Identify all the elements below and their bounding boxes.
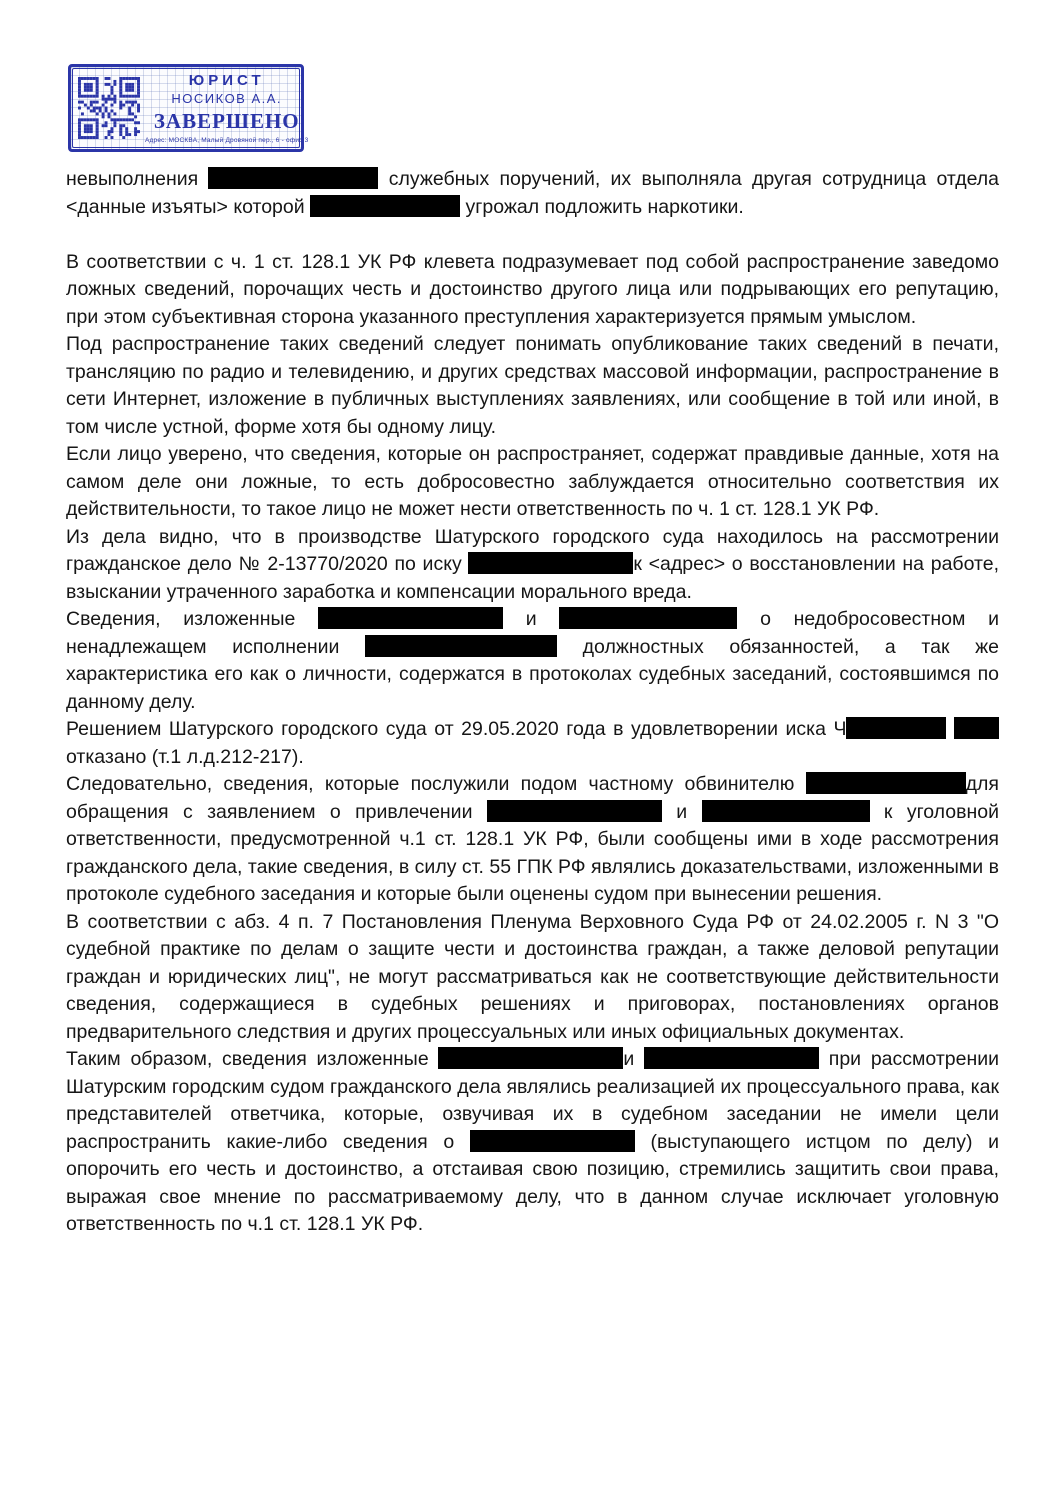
lawyer-stamp bbox=[68, 64, 309, 152]
stamp-title: ЮРИСТ bbox=[188, 72, 265, 89]
redaction-bar bbox=[559, 607, 737, 629]
redaction-bar bbox=[438, 1047, 623, 1069]
paragraph: Сведения, изложенные и о недобросовестном и ненадлежащем исполнении должностных обязанностей, а так же характеристика его как о личности, содержатся в протоколах судебных заседаний, состоявшимся по данному делу. bbox=[66, 608, 999, 713]
redaction-bar bbox=[846, 717, 946, 739]
paragraph: Решением Шатурского городского суда от 29.05.2020 года в удовлетворении иска Ч отказано (т.1 л.д.212-217). bbox=[66, 716, 999, 771]
paragraph: В соответствии с абз. 4 п. 7 Постановления Пленума Верховного Суда РФ от 24.02.2005 г. N 3 "О судебной практике по делам о защите чести и достоинства граждан, а также деловой репутации граждан и юридических лиц", не могут рассматриваться как не соответствующие действительности сведения, содержащиеся в судебных решениях и приговорах, постановлениях органов предварительного следствия и других процессуальных или иных официальных документах. bbox=[66, 910, 999, 1043]
paragraph: Под распространение таких сведений следует понимать опубликование таких сведений в печати, трансляцию по радио и телевидению, и других средствах массовой информации, распространение в сети Интернет, изложение в публичных выступлениях заявлениях, или сообщение в той или иной, в том числе устной, форме хотя бы одному лицу. bbox=[66, 333, 999, 438]
stamp-address: Адрес: МОСКВА, Малый Дровяной пер., 6 - офис 3 bbox=[145, 137, 309, 144]
redaction-bar bbox=[470, 1130, 635, 1152]
stamp-inner-frame bbox=[72, 68, 309, 148]
paragraph: Следовательно, сведения, которые послужили подом частному обвинителю для обращения с заявлением о привлечении и к уголовной ответственности, предусмотренной ч.1 ст. 128.1 УК РФ, были сообщены ими в ходе рассмотрения гражданского дела, такие сведения, в силу ст. 55 ГПК РФ являлись доказательствами, изложенными в протоколе судебного заседания и которые были оценены судом при вынесении решения. bbox=[66, 773, 999, 905]
stamp-name: НОСИКОВ А.А. bbox=[171, 91, 283, 106]
paragraph: В соответствии с ч. 1 ст. 128.1 УК РФ клевета подразумевает под собой распространение заведомо ложных сведений, порочащих честь и достоинство другого лица или подрывающих его репутацию, при этом субъективная сторона указанного преступления характеризуется прямым умыслом. bbox=[66, 250, 999, 328]
redaction-bar bbox=[702, 800, 870, 822]
redaction-bar bbox=[208, 167, 378, 189]
redaction-bar bbox=[487, 800, 662, 822]
redaction-bar bbox=[468, 552, 633, 574]
qr-code-icon bbox=[78, 77, 140, 139]
redaction-bar bbox=[806, 772, 966, 794]
redaction-bar bbox=[644, 1047, 819, 1069]
redaction-bar bbox=[954, 717, 999, 739]
redaction-bar bbox=[310, 195, 460, 217]
redaction-bar bbox=[365, 635, 557, 657]
paragraph: Таким образом, сведения изложенные и при рассмотрении Шатурским городским судом гражданского дела являлись реализацией их процессуального права, как представителей ответчика, которые, озвучивая их в судебном заседании не имели цели распространить какие-либо сведения о (выступающего истцом по делу) и опорочить его честь и достоинство, а отстаивая свою позицию, стремились защитить свои права, выражая свое мнение по рассматриваемому делу, что в данном случае исключает уголовную ответственность по ч.1 ст. 128.1 УК РФ. bbox=[66, 1048, 1000, 1235]
stamp-text-block bbox=[145, 72, 308, 144]
stamp-status: ЗАВЕРШЕНО bbox=[153, 109, 300, 133]
paragraph: Из дела видно, что в производстве Шатурского городского суда находилось на рассмотрении гражданское дело № 2-13770/2020 по иску к <адрес> о восстановлении на работе, взыскании утраченного заработка и компенсации морального вреда. bbox=[66, 525, 999, 603]
document-body bbox=[66, 166, 999, 1239]
redaction-bar bbox=[318, 607, 503, 629]
paragraph: невыполнения служебных поручений, их выполняла другая сотрудница отдела <данные изъяты> которой угрожал подложить наркотики. bbox=[66, 168, 999, 218]
paragraph: Если лицо уверено, что сведения, которые он распространяет, содержат правдивые данные, хотя на самом деле они ложные, то есть добросовестно заблуждается относительно соответствия их действительности, то такое лицо не может нести ответственность по ч. 1 ст. 128.1 УК РФ. bbox=[66, 443, 999, 520]
